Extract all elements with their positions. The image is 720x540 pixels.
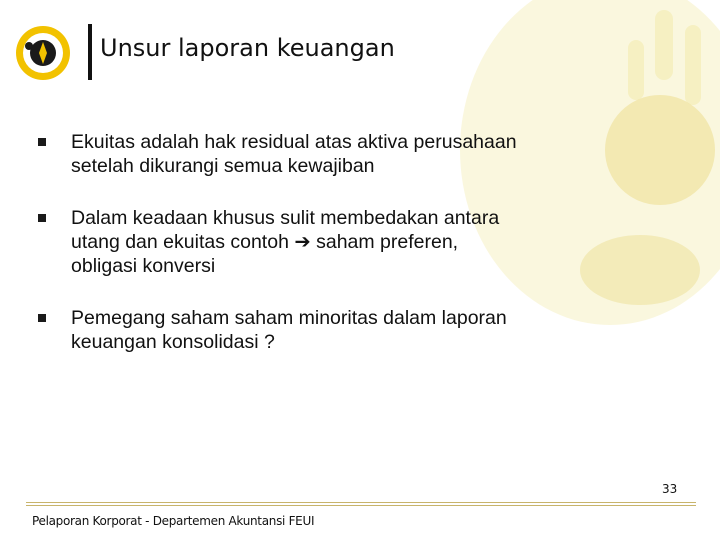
slide-title: Unsur laporan keuangan [100, 34, 395, 62]
footer-text: Pelaporan Korporat - Departemen Akuntansi FEUI [32, 514, 315, 528]
footer-rule [26, 505, 696, 506]
square-bullet-icon [38, 138, 46, 146]
bullet-item [38, 206, 678, 278]
bullet-text: Pemegang saham saham minoritas dalam laporan keuangan konsolidasi ? [71, 307, 507, 353]
square-bullet-icon [38, 214, 46, 222]
bullet-item [38, 130, 678, 178]
makara-university-logo-icon [14, 24, 72, 82]
title-divider [88, 24, 92, 80]
square-bullet-icon [38, 314, 46, 322]
bullet-item [38, 306, 678, 354]
bullet-list [38, 130, 678, 382]
footer-rule [26, 502, 696, 503]
bullet-text: Ekuitas adalah hak residual atas aktiva perusahaan setelah dikurangi semua kewajiban [71, 131, 517, 177]
bullet-text: Dalam keadaan khusus sulit membedakan antara utang dan ekuitas contoh ➔ saham preferen, obligasi konversi [71, 207, 500, 277]
page-number: 33 [662, 482, 678, 496]
